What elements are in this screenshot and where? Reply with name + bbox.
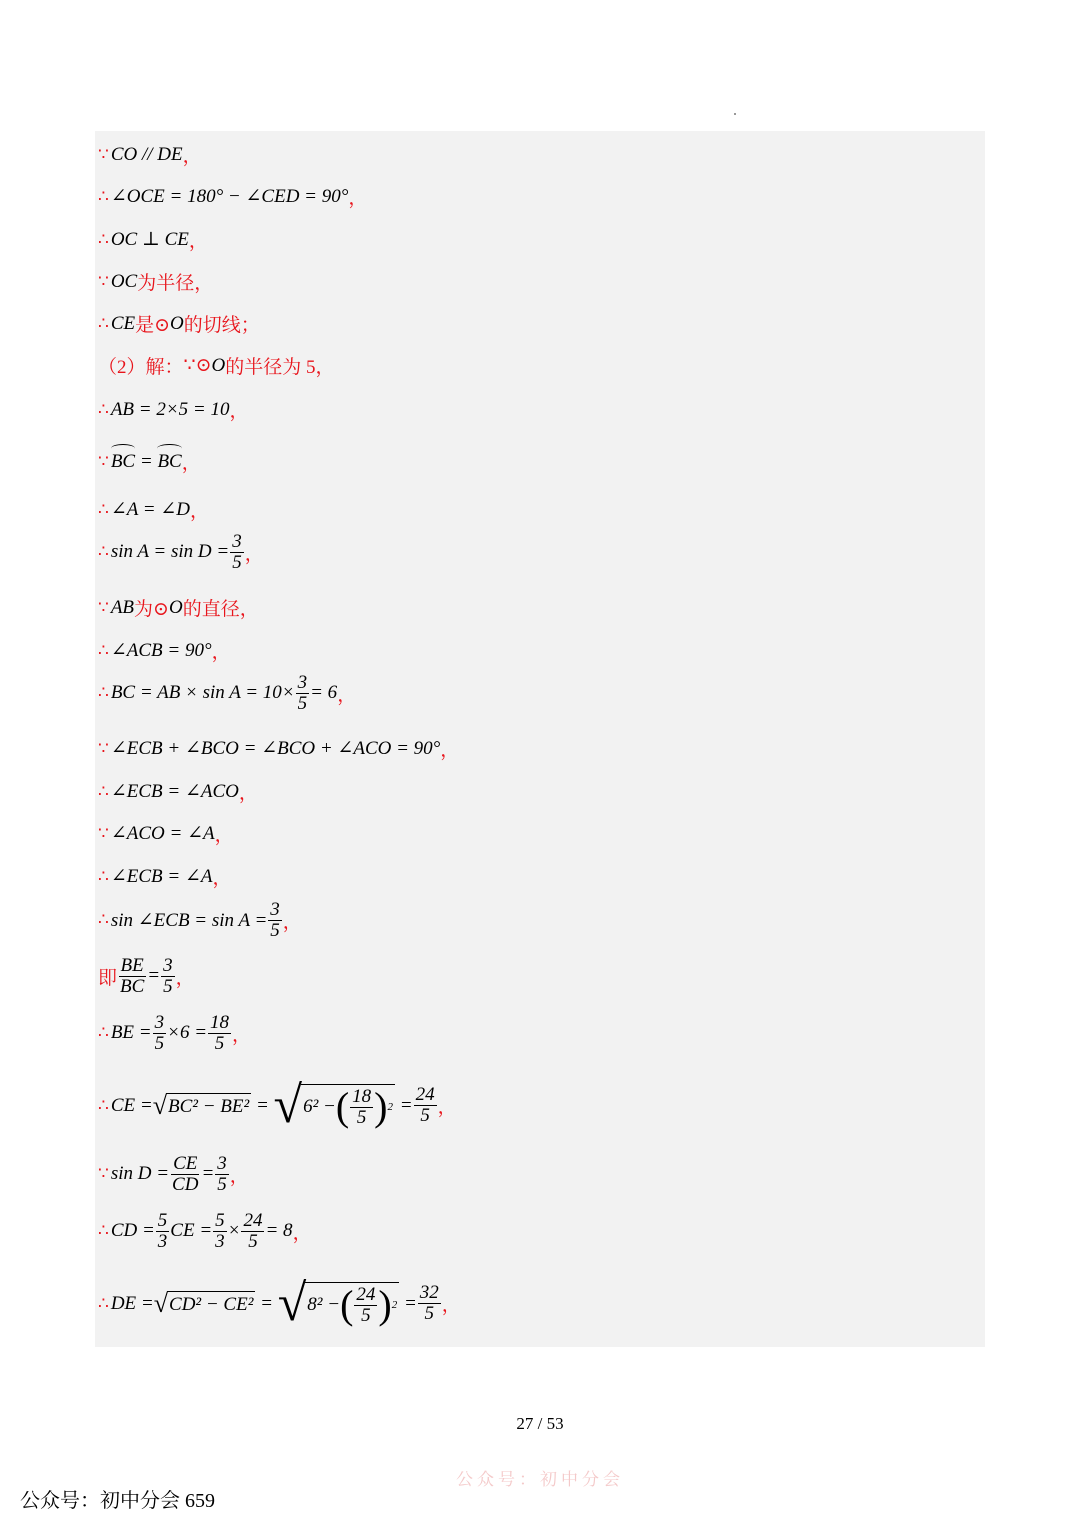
- line-ab-diameter: ∵ AB 为⊙ O 的直径，: [98, 596, 259, 620]
- fraction: $\frac{3}{5}$: [232, 531, 242, 573]
- line-ab-length: ∴ AB = 2×5 = 10 ，: [98, 398, 249, 422]
- line-part2-radius: （2）解： ∵⊙ O 的半径为 5，: [98, 354, 335, 378]
- square-root: √ 6² − ( $\frac{18}{5}$ ) 2: [273, 1077, 393, 1134]
- fraction: $\frac{24}{5}$: [356, 1283, 376, 1326]
- line-ecb-a: ∴ ∠ECB = ∠A ，: [98, 866, 232, 889]
- fraction: $\frac{5}{3}$: [157, 1210, 168, 1252]
- fraction: $\frac{24}{5}$: [415, 1084, 435, 1126]
- fraction: $\frac{32}{5}$: [419, 1282, 439, 1324]
- line-sin-a-d: ∴ sin A = sin D = $\frac{3}{5}$ ，: [98, 531, 264, 573]
- fraction: $\frac{5}{3}$: [215, 1210, 225, 1252]
- square-root: √ BC² − BE²: [152, 1090, 250, 1120]
- line-sin-ecb: ∴ sin ∠ECB = sin A = $\frac{3}{5}$ ，: [98, 899, 302, 941]
- line-angle-a-d: ∴ ∠A = ∠D ，: [98, 499, 209, 522]
- stray-dot: [734, 113, 736, 115]
- line-oc-perp-ce: ∴ OC ⊥ CE ，: [98, 229, 208, 252]
- line-sin-d: ∵ sin D = $\frac{CE}{CD}$ = $\frac{3}{5}$ ，: [98, 1153, 249, 1195]
- page-number: 27 / 53: [516, 1414, 564, 1433]
- watermark: 公众号：初中分会: [456, 1470, 624, 1489]
- line-be-length: ∴ BE = $\frac{3}{5}$ ×6 = $\frac{18}{5}$ ，: [98, 1012, 252, 1054]
- fraction: $\frac{BE}{BC}$: [120, 955, 145, 997]
- line-be-over-bc: 即 $\frac{BE}{BC}$ = $\frac{3}{5}$ ，: [98, 955, 195, 997]
- fraction: $\frac{18}{5}$: [210, 1012, 230, 1054]
- fraction: $\frac{3}{5}$: [217, 1153, 227, 1195]
- square-root: √ 8² − ( $\frac{24}{5}$ ) 2: [277, 1275, 398, 1332]
- line-co-parallel-de: ∵ CO // DE ，: [98, 143, 202, 167]
- line-ce-length: ∴ CE = √ BC² − BE² = √ 6² − ( $\frac{18}{5}$ ) 2 = $\frac{24}{5}$ ，: [98, 1077, 457, 1134]
- line-angle-acb: ∴ ∠ACB = 90° ，: [98, 640, 231, 663]
- fraction: $\frac{3}{5}$: [297, 672, 308, 714]
- line-cd-length: ∴ CD = $\frac{5}{3}$ CE = $\frac{5}{3}$ × $\frac{24}{5}$ = 8 ，: [98, 1210, 312, 1252]
- line-angle-oce: ∴ ∠OCE = 180° − ∠CED = 90° ，: [98, 186, 368, 209]
- line-oc-radius: ∵ OC 为半径，: [98, 270, 214, 294]
- fraction: $\frac{24}{5}$: [243, 1210, 263, 1252]
- line-ce-tangent: ∴ CE 是⊙ O 的切线；: [98, 312, 260, 336]
- line-arc-bc: ∵ BC = BC ，: [98, 450, 201, 474]
- fraction: $\frac{CE}{CD}$: [172, 1153, 199, 1195]
- line-aco-a: ∵ ∠ACO = ∠A ，: [98, 823, 234, 846]
- fraction: $\frac{18}{5}$: [352, 1085, 372, 1128]
- fraction: $\frac{3}{5}$: [163, 955, 173, 997]
- line-bc-length: ∴ BC = AB × sin A = 10× $\frac{3}{5}$ = 6 ，: [98, 672, 357, 714]
- fraction: $\frac{3}{5}$: [270, 899, 280, 941]
- fraction: $\frac{3}{5}$: [154, 1012, 165, 1054]
- line-ecb-aco: ∴ ∠ECB = ∠ACO ，: [98, 781, 258, 804]
- line-angle-sum: ∵ ∠ECB + ∠BCO = ∠BCO + ∠ACO = 90° ，: [98, 738, 460, 761]
- square-root: √ CD² − CE²: [153, 1288, 254, 1318]
- footer-label: 公众号：初中分会 659: [20, 1490, 215, 1512]
- line-de-length: ∴ DE = √ CD² − CE² = √ 8² − ( $\frac{24}{5}$ ) 2 = $\frac{32}{5}$ ，: [98, 1275, 461, 1332]
